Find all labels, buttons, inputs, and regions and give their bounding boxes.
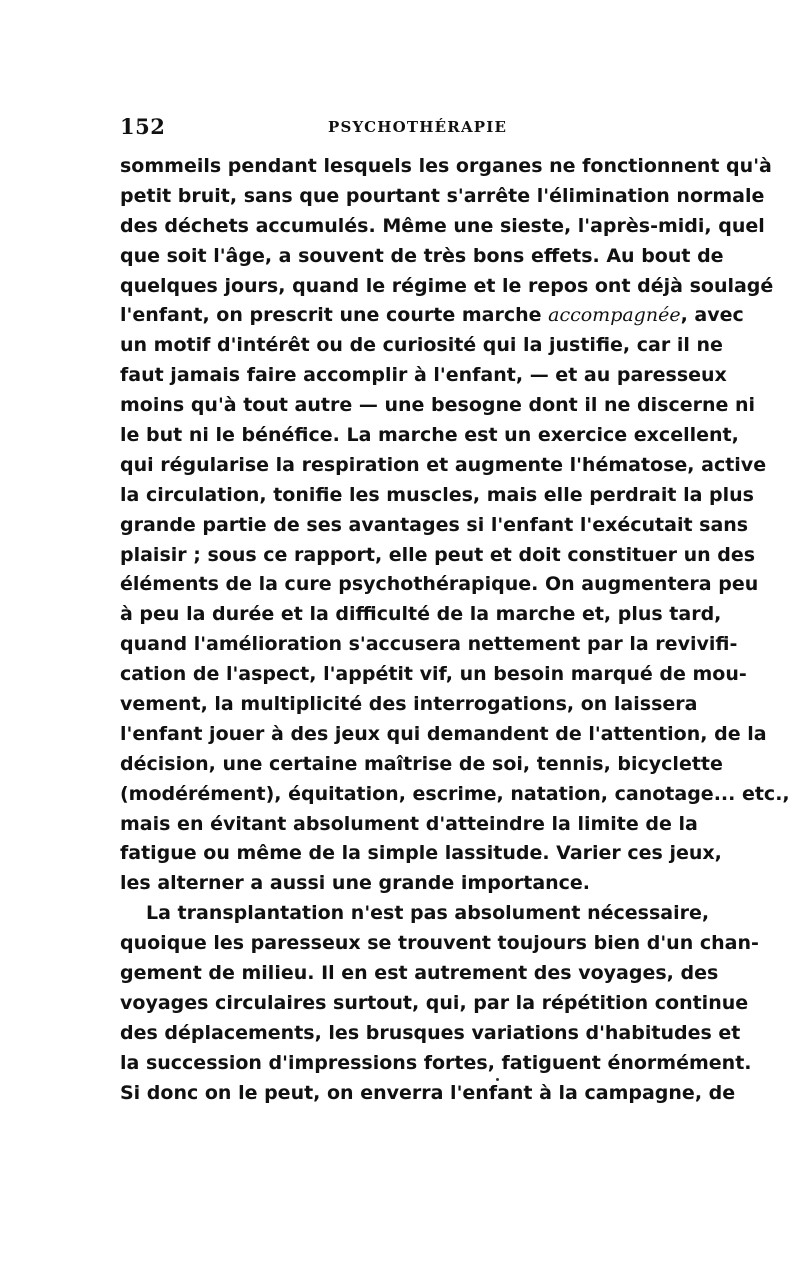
text-line: la circulation, tonifie les muscles, mais elle perdrait la plus bbox=[120, 483, 754, 506]
text-line: des déplacements, les brusques variations d'habitudes et bbox=[120, 1021, 741, 1044]
text-line: (modérément), équitation, escrime, natation, canotage... etc., bbox=[120, 782, 790, 805]
text-line: éléments de la cure psychothérapique. On augmentera peu bbox=[120, 573, 759, 596]
text-line: mais en évitant absolument d'atteindre la limite de la bbox=[120, 812, 698, 835]
text-line: sommeils pendant lesquels les organes ne fonctionnent qu'à bbox=[120, 155, 772, 177]
text-line: Si donc on le peut, on enverra l'enfant à la campagne, de bbox=[120, 1081, 736, 1104]
text-line: vement, la multiplicité des interrogations, on laissera bbox=[120, 693, 698, 716]
text-segment: , avec bbox=[680, 304, 744, 327]
running-title: PSYCHOTHÉRAPIE bbox=[328, 118, 508, 136]
text-line: voyages circulaires surtout, qui, par la répétition continue bbox=[120, 991, 749, 1014]
text-line: le but ni le bénéfice. La marche est un exercice excellent, bbox=[120, 424, 739, 447]
text-line: faut jamais faire accomplir à l'enfant, — et au paresseux bbox=[120, 364, 727, 387]
text-line: décision, une certaine maîtrise de soi, tennis, bicyclette bbox=[120, 752, 723, 775]
running-head bbox=[120, 114, 680, 142]
paragraph-end-line: les alterner a aussi une grande importance. bbox=[120, 872, 591, 895]
text-line: grande partie de ses avantages si l'enfant l'exécutait sans bbox=[120, 513, 749, 536]
text-line: quelques jours, quand le régime et le repos ont déjà soulagé bbox=[120, 274, 774, 297]
text-line-with-italic bbox=[120, 301, 744, 331]
text-line: quoique les paresseux se trouvent toujours bien d'un chan- bbox=[120, 932, 759, 955]
body-text bbox=[120, 152, 790, 1109]
text-line: qui régularise la respiration et augmente l'hématose, active bbox=[120, 453, 767, 476]
italic-word: accompagnée bbox=[548, 304, 681, 327]
text-segment: l'enfant, on prescrit une courte marche bbox=[120, 304, 542, 327]
page-number: 152 bbox=[120, 114, 166, 139]
paragraph-start-line: La transplantation n'est pas absolument nécessaire, bbox=[146, 902, 710, 925]
text-line: la succession d'impressions fortes, fatiguent énormément. bbox=[120, 1051, 752, 1074]
text-line: petit bruit, sans que pourtant s'arrête l'élimination normale bbox=[120, 184, 765, 207]
text-line: quand l'amélioration s'accusera nettement par la revivifi- bbox=[120, 633, 738, 656]
text-line: un motif d'intérêt ou de curiosité qui la justifie, car il ne bbox=[120, 334, 723, 357]
text-line: plaisir ; sous ce rapport, elle peut et doit constituer un des bbox=[120, 543, 756, 566]
text-line: l'enfant jouer à des jeux qui demandent de l'attention, de la bbox=[120, 722, 767, 745]
text-line: à peu la durée et la difficulté de la marche et, plus tard, bbox=[120, 603, 722, 626]
text-line: fatigue ou même de la simple lassitude. Varier ces jeux, bbox=[120, 842, 722, 865]
text-line: gement de milieu. Il en est autrement des voyages, des bbox=[120, 962, 719, 985]
ink-speck bbox=[496, 1078, 499, 1081]
text-line: moins qu'à tout autre — une besogne dont il ne discerne ni bbox=[120, 394, 756, 417]
text-line: des déchets accumulés. Même une sieste, l'après-midi, quel bbox=[120, 214, 765, 237]
text-line: cation de l'aspect, l'appétit vif, un besoin marqué de mou- bbox=[120, 663, 747, 686]
text-line: que soit l'âge, a souvent de très bons effets. Au bout de bbox=[120, 244, 724, 267]
